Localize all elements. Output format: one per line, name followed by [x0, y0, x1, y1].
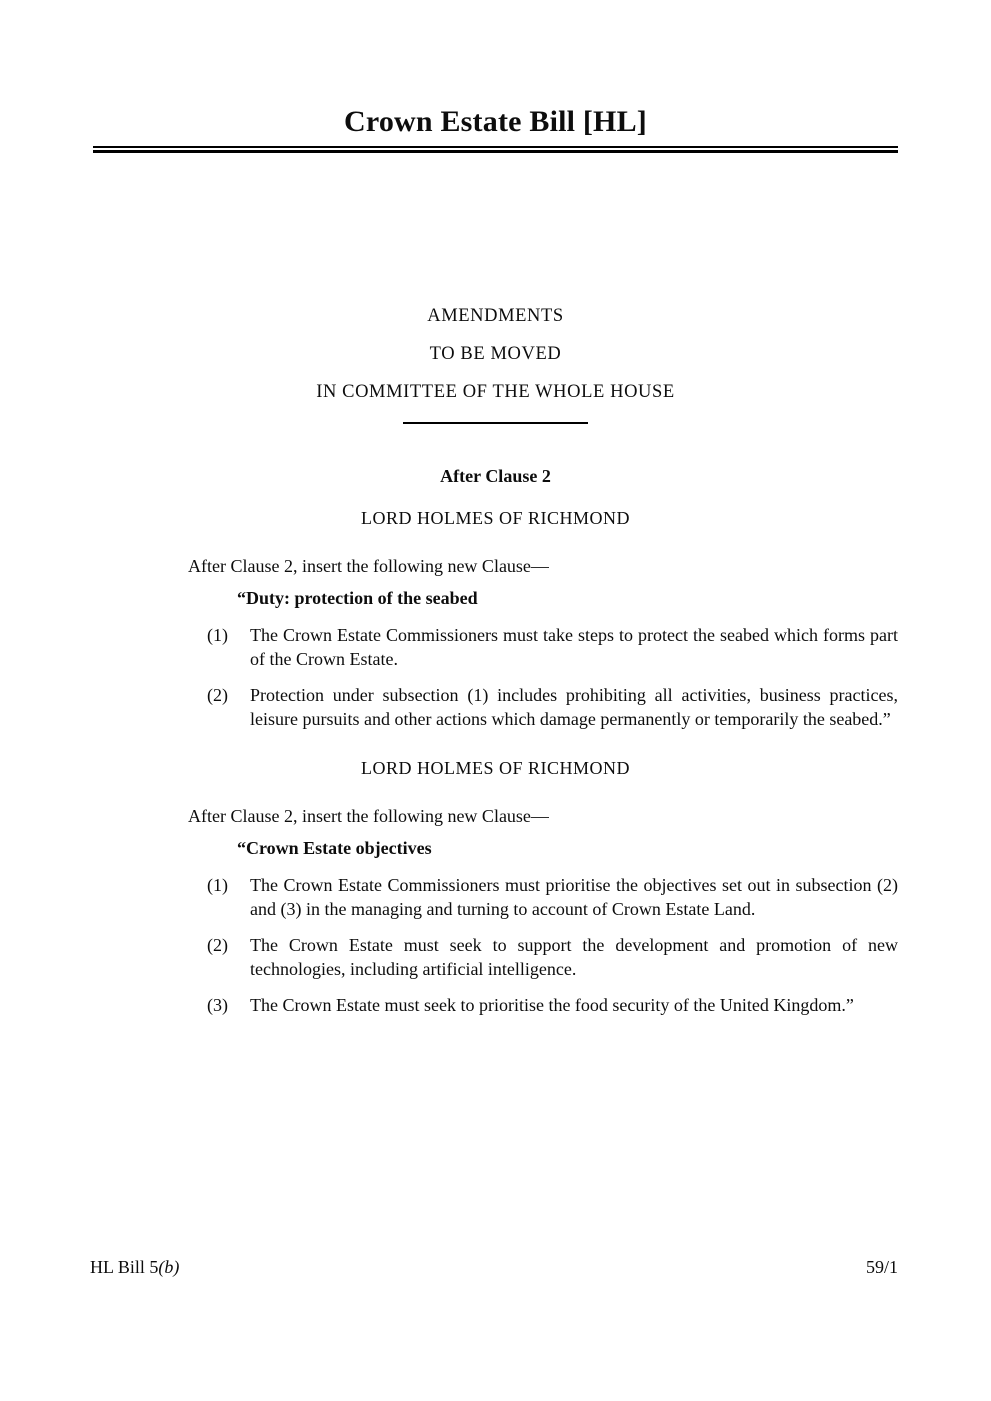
item-text: The Crown Estate must seek to support the development and promotion of new technologies, including artificial intelligence. — [250, 935, 898, 979]
amendments-heading-line: IN COMMITTEE OF THE WHOLE HOUSE — [316, 382, 675, 402]
item-text: The Crown Estate Commissioners must prioritise the objectives set out in subsection (2) and (3) in the managing and turning to account of Crown Estate Land. — [250, 875, 898, 919]
footer-bill-reference — [90, 1256, 179, 1279]
page-footer — [90, 1256, 898, 1279]
item-number: (1) — [207, 625, 228, 645]
item-text: Protection under subsection (1) includes prohibiting all activities, business practices, leisure pursuits and other actions which damage permanently or temporarily the seabed.” — [250, 685, 898, 729]
footer-amendment-number: 59/1 — [865, 1257, 898, 1277]
amendment-block — [93, 507, 898, 731]
amendments-heading-line: TO BE MOVED — [429, 344, 562, 364]
title-double-rule — [93, 146, 898, 153]
footer-bill-reference-main: HL Bill 5 — [90, 1257, 159, 1277]
mover-name: LORD HOLMES OF RICHMOND — [360, 508, 631, 528]
divider-rule — [403, 422, 588, 424]
clause-item — [93, 873, 898, 921]
item-number: (2) — [207, 685, 228, 705]
item-number: (2) — [207, 935, 228, 955]
lead-in-text: After Clause 2, insert the following new Clause— — [188, 806, 549, 826]
bill-title: Crown Estate Bill [HL] — [343, 105, 647, 138]
clause-title: “Duty: protection of the seabed — [237, 588, 478, 608]
footer-bill-reference-suffix: (b) — [158, 1257, 180, 1277]
section-heading: After Clause 2 — [440, 466, 551, 486]
clause-item — [93, 623, 898, 671]
item-text: The Crown Estate must seek to prioritise the food security of the United Kingdom.” — [250, 995, 854, 1015]
amendments-heading-line: AMENDMENTS — [427, 306, 564, 326]
item-number: (3) — [207, 995, 228, 1015]
item-number: (1) — [207, 875, 228, 895]
lead-in-text: After Clause 2, insert the following new Clause— — [188, 556, 549, 576]
mover-name: LORD HOLMES OF RICHMOND — [360, 758, 631, 778]
clause-title: “Crown Estate objectives — [237, 838, 432, 858]
clause-item — [93, 993, 898, 1017]
item-text: The Crown Estate Commissioners must take steps to protect the seabed which forms part of the Crown Estate. — [250, 625, 898, 669]
amendment-block — [93, 757, 898, 1017]
amendments-heading — [93, 305, 898, 404]
clause-item — [93, 683, 898, 731]
clause-item — [93, 933, 898, 981]
